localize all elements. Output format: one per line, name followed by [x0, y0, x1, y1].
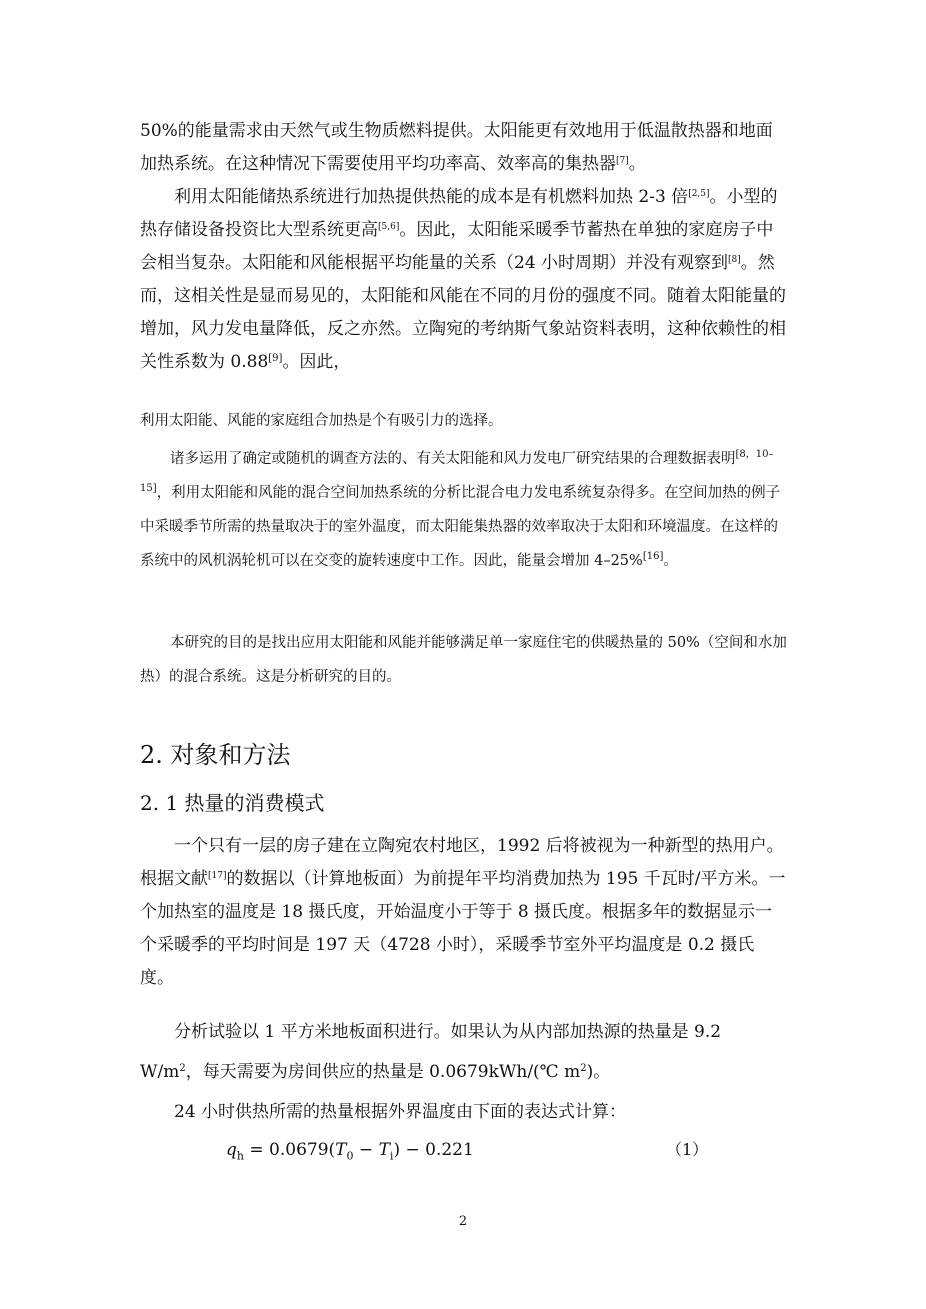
equation-1: $q_h = 0.0679(T_0 - T_i) - 0.221$ [226, 1140, 474, 1163]
subsection-heading: 2. 1 热量的消费模式 [140, 791, 325, 815]
paragraph-2: 利用太阳能储热系统进行加热提供热能的成本是有机燃料加热 2-3 倍[2,5]。小型的热存储设备投资比大型系统更高[5,6]。因此，太阳能采暖季节蓄热在单独的家庭房子中会相当复杂。太阳能和风能根据平均能量的关系（24 小时周期）并没有观察到[8]。然而，这相关性是显而易见的，太阳能和风能在不同的月份的强度不同。随着太阳能量的增加，风力发电量降低，反之亦然。立陶宛的考纳斯气象站资料表明，这种依赖性的相关性系数为 0.88[9]。因此， [140, 187, 786, 372]
citation: [2,5] [688, 189, 710, 199]
paragraph-1: 50%的能量需求由天然气或生物质燃料提供。太阳能更有效地用于低温散热器和地面加热系统。在这种情况下需要使用平均功率高、效率高的集热器[7]。 [140, 121, 773, 174]
paragraph-8: 24 小时供热所需的热量根据外界温度由下面的表达式计算： [174, 1102, 627, 1122]
citation: [8] [728, 255, 741, 265]
citation: [5,6] [378, 222, 400, 232]
citation: [7] [616, 156, 629, 166]
paragraph-3: 利用太阳能、风能的家庭组合加热是个有吸引力的选择。 [140, 413, 503, 429]
citation: [16] [642, 551, 664, 562]
equation-number: （1） [666, 1140, 709, 1159]
page-number: 2 [458, 1214, 468, 1229]
paragraph-4: 诸多运用了确定或随机的调查方法的、有关太阳能和风力发电厂研究结果的合理数据表明[8，10–15]，利用太阳能和风能的混合空间加热系统的分析比混合电力发电系统复杂得多。在空间加热的例子中采暖季节所需的热量取决于的室外温度，而太阳能集热器的效率取决于太阳和环境温度。在这样的系统中的风机涡轮机可以在交变的旋转速度中工作。因此，能量会增加 4–25%[16]。 [140, 449, 781, 569]
paragraph-5: 本研究的目的是找出应用太阳能和风能并能够满足单一家庭住宅的供暖热量的 50%（空间和水加热）的混合系统。这是分析研究的目的。 [140, 635, 787, 685]
paragraph-6: 一个只有一层的房子建在立陶宛农村地区，1992 后将被视为一种新型的热用户。根据文献[17]的数据以（计算地板面）为前提年平均消费加热为 195 千瓦时/平方米。一个加热室的温度是 18 摄氏度，开始温度小于等于 8 摄氏度。根据多年的数据显示一个采暖季的平均时间是 197 天（4728 小时），采暖季节室外平均温度是 0.2 摄氏度。 [140, 836, 786, 988]
section-heading: 2. 对象和方法 [140, 741, 291, 769]
citation: [8，10–15] [140, 449, 774, 494]
citation: [9] [268, 353, 283, 364]
paragraph-7: 分析试验以 1 平方米地板面积进行。如果认为从内部加热源的热量是 9.2 $W/m^2$，每天需要为房间供应的热量是 0.0679kWh/(℃ $m^2$)。 [140, 1022, 722, 1082]
citation: [17] [208, 871, 227, 881]
